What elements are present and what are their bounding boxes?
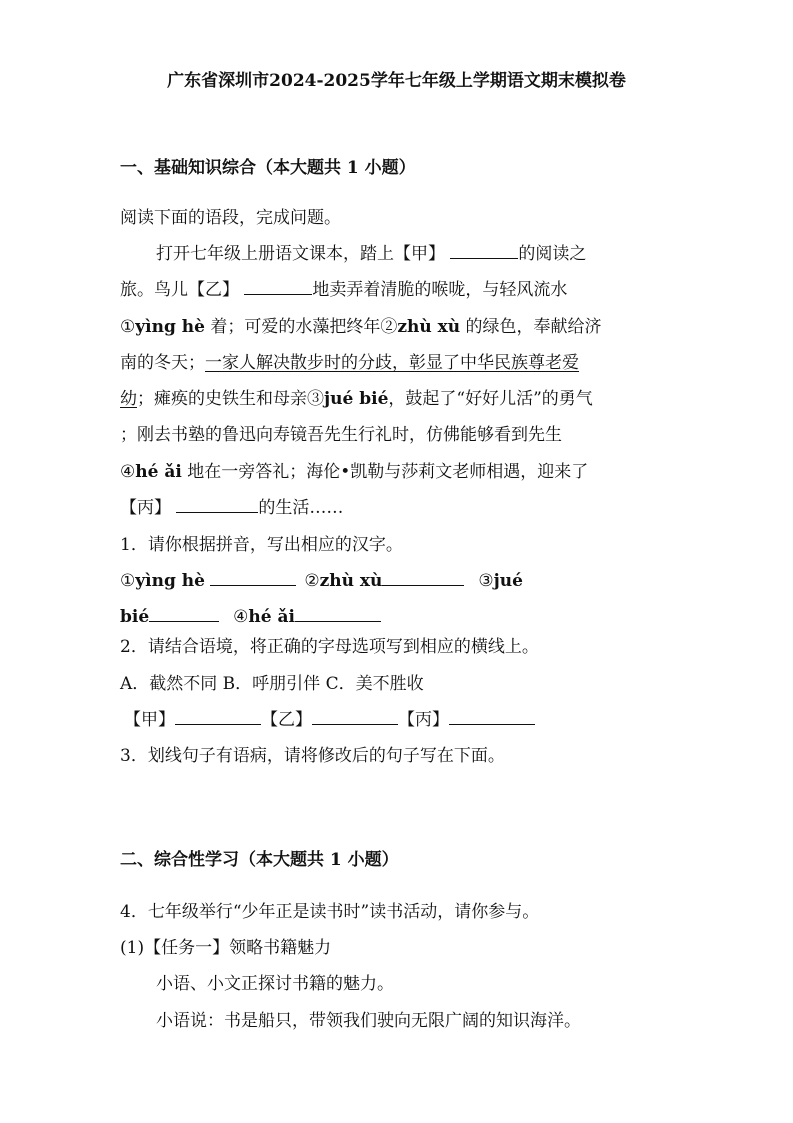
passage-text: 的生活…… (258, 498, 344, 518)
circled-number: ① (120, 571, 136, 591)
passage-text: 旅。鸟儿【乙】 (120, 280, 239, 300)
passage-text: 南的冬天； (120, 353, 205, 373)
blank-jia[interactable] (450, 244, 518, 259)
passage-text: 地在一旁答礼；海伦•凯勒与莎莉文老师相遇，迎来了 (187, 462, 589, 482)
question-4-stem: 4．七年级举行“少年正是读书时”读书活动，请你参与。 (120, 902, 540, 922)
circled-number: ④ (233, 607, 249, 627)
question-3-stem: 3．划线句子有语病，请将修改后的句子写在下面。 (120, 746, 505, 766)
section-1-heading: 一、基础知识综合（本大题共 1 小题） (120, 158, 416, 178)
blank-bing[interactable] (176, 498, 258, 513)
passage-line-3 (120, 316, 665, 338)
answer-blank-bing[interactable] (449, 710, 535, 725)
instruction-text: 阅读下面的语段，完成问题。 (120, 208, 341, 228)
answer-blank-2[interactable] (382, 571, 464, 586)
question-2-stem: 2．请结合语境，将正确的字母选项写到相应的横线上。 (120, 637, 539, 657)
pinyin-text: yìng hè (135, 571, 205, 591)
passage-text: 打开七年级上册语文课本，踏上【甲】 (156, 244, 445, 264)
question-2-answers (124, 709, 669, 731)
passage-line-7 (120, 461, 665, 483)
passage-text: 着；可爱的水藻把终年 (210, 317, 381, 337)
passage-text: ；瘫痪的史铁生和母亲 (137, 389, 307, 409)
pinyin-text: zhù xù (319, 571, 383, 591)
answer-blank-1[interactable] (210, 571, 296, 586)
underlined-sentence: 幼 (120, 389, 137, 409)
circled-number: ③ (478, 571, 494, 591)
circled-number: ④ (120, 462, 136, 482)
passage-text: 的阅读之 (518, 244, 587, 264)
circled-number: ③ (307, 389, 324, 409)
question-1-stem: 1．请你根据拼音，写出相应的汉字。 (120, 535, 403, 555)
pinyin-text: zhù xù (397, 317, 461, 337)
answer-blank-4[interactable] (295, 607, 381, 622)
passage-text: 【丙】 (120, 498, 171, 518)
passage-text: 地卖弄着清脆的喉咙，与轻风流水 (312, 280, 568, 300)
question-1-answers-row-2 (120, 606, 665, 628)
passage-text: 的绿色，奉献给济 (465, 317, 602, 337)
answer-blank-yi[interactable] (312, 710, 398, 725)
answer-blank-3[interactable] (149, 607, 219, 622)
task-1-paragraph-1: 小语、小文正探讨书籍的魅力。 (156, 974, 394, 994)
pinyin-text: jué (493, 571, 523, 591)
passage-line-1 (156, 243, 665, 265)
answer-label-jia: 【甲】 (124, 710, 175, 730)
circled-number: ② (304, 571, 320, 591)
question-2-options: A．截然不同 B．呼朋引伴 C．美不胜收 (120, 674, 424, 694)
section-2-heading: 二、综合性学习（本大题共 1 小题） (120, 850, 399, 870)
answer-blank-jia[interactable] (175, 710, 261, 725)
task-1-heading: (1)【任务一】领略书籍魅力 (120, 938, 332, 958)
task-1-paragraph-2: 小语说：书是船只，带领我们驶向无限广阔的知识海洋。 (156, 1011, 581, 1031)
answer-label-yi: 【乙】 (261, 710, 312, 730)
pinyin-text: hé ǎi (248, 607, 295, 627)
answer-label-bing: 【丙】 (398, 710, 449, 730)
passage-text: ，鼓起了“好好儿活”的勇气 (388, 389, 593, 409)
document-title: 广东省深圳市2024-2025学年七年级上学期语文期末模拟卷 (167, 71, 626, 91)
circled-number: ① (120, 317, 136, 337)
passage-line-5 (120, 388, 665, 410)
question-1-answers-row-1 (120, 570, 665, 592)
passage-line-4 (120, 352, 665, 374)
blank-yi[interactable] (244, 280, 312, 295)
circled-number: ② (380, 317, 398, 337)
pinyin-text: hé ǎi (135, 462, 182, 482)
passage-line-2 (120, 279, 665, 301)
passage-line-6: ；刚去书塾的鲁迅向寿镜吾先生行礼时，仿佛能够看到先生 (120, 425, 562, 445)
pinyin-text: bié (120, 607, 150, 627)
passage-line-8 (120, 497, 665, 519)
underlined-sentence: 一家人解决散步时的分歧，彰显了中华民族尊老爱 (205, 353, 579, 373)
pinyin-text: yìng hè (135, 317, 205, 337)
pinyin-text: jué bié (324, 389, 389, 409)
